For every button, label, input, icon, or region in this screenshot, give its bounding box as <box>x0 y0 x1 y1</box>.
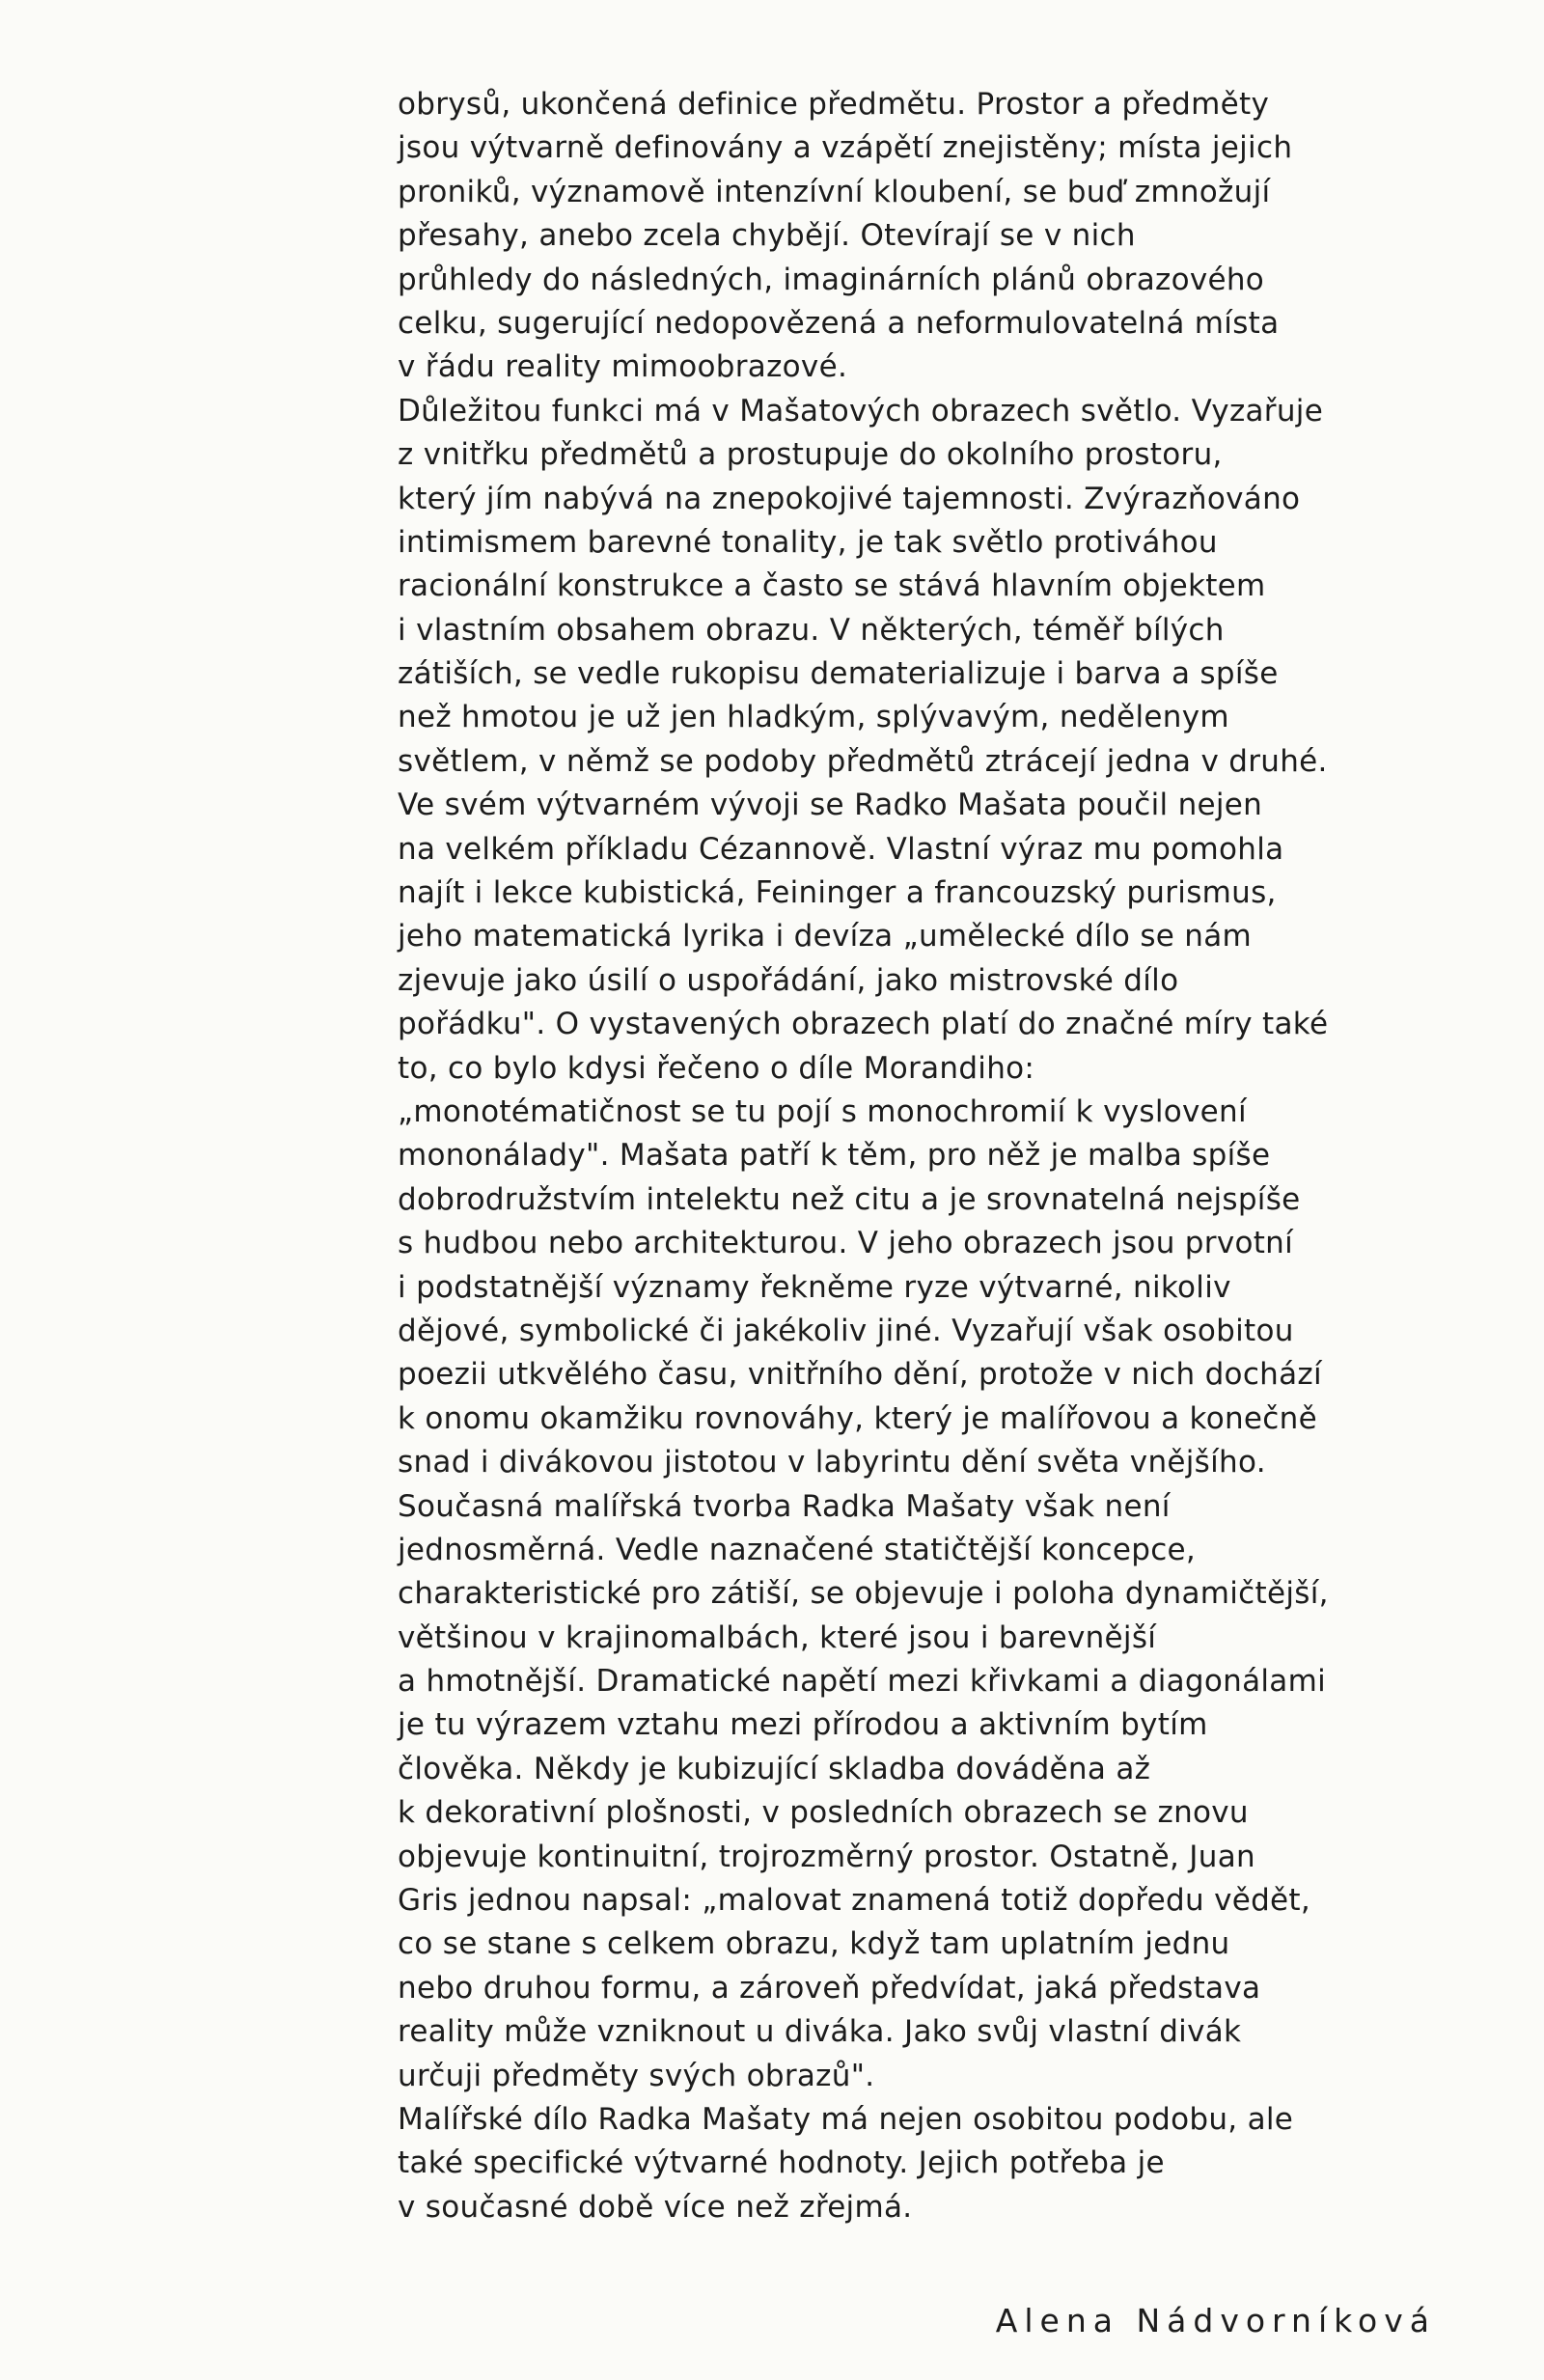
text-line: mononálady". Mašata patří k těm, pro něž je malba spíše <box>398 1138 1271 1174</box>
author-signature: Alena Nádvorníková <box>995 2302 1436 2339</box>
text-line: určuji předměty svých obrazů". <box>398 2058 875 2093</box>
text-line: proniků, významově intenzívní kloubení, se buď zmnožují <box>398 174 1271 209</box>
text-line: přesahy, anebo zcela chybějí. Otevírají se v nich <box>398 218 1136 254</box>
text-line: najít i lekce kubistická, Feininger a francouzský purismus, <box>398 875 1277 911</box>
text-line: Malířské dílo Radka Mašaty má nejen osobitou podobu, ale <box>398 2101 1294 2137</box>
text-line: na velkém příkladu Cézannově. Vlastní výraz mu pomohla <box>398 831 1284 867</box>
text-line: intimismem barevné tonality, je tak světlo protiváhou <box>398 524 1218 560</box>
text-line: je tu výrazem vztahu mezi přírodou a aktivním bytím <box>398 1707 1208 1743</box>
text-line: člověka. Někdy je kubizující skladba dováděna až <box>398 1751 1151 1786</box>
text-line: světlem, v němž se podoby předmětů ztrácejí jedna v druhé. <box>398 743 1328 779</box>
text-line: „monotématičnost se tu pojí s monochromií k vyslovení <box>398 1093 1247 1129</box>
text-line: poezii utkvělého času, vnitřního dění, protože v nich dochází <box>398 1357 1322 1393</box>
text-line: charakteristické pro zátiší, se objevuje i poloha dynamičtější, <box>398 1576 1329 1612</box>
text-line: celku, sugerující nedopovězená a neformulovatelná místa <box>398 305 1280 341</box>
text-line: z vnitřku předmětů a prostupuje do okolního prostoru, <box>398 437 1223 473</box>
text-line: dobrodružstvím intelektu než citu a je srovnatelná nejspíše <box>398 1181 1301 1217</box>
text-line: zátiších, se vedle rukopisu dematerializuje i barva a spíše <box>398 656 1279 692</box>
text-line: a hmotnější. Dramatické napětí mezi křivkami a diagonálami <box>398 1664 1327 1700</box>
text-line: v současné době více než zřejmá. <box>398 2189 913 2225</box>
text-line: průhledy do následných, imaginárních plánů obrazového <box>398 262 1265 297</box>
text-line: nebo druhou formu, a zároveň předvídat, jaká představa <box>398 1970 1261 2006</box>
text-line: i vlastním obsahem obrazu. V některých, téměř bílých <box>398 612 1225 648</box>
text-line: jeho matematická lyrika i devíza „umělecké dílo se nám <box>398 919 1253 955</box>
text-line: Současná malířská tvorba Radka Mašaty však není <box>398 1488 1171 1524</box>
text-line: k onomu okamžiku rovnováhy, který je malířovou a konečně <box>398 1400 1317 1436</box>
text-line: také specifické výtvarné hodnoty. Jejich potřeba je <box>398 2145 1165 2181</box>
text-line: co se stane s celkem obrazu, když tam uplatním jednu <box>398 1926 1230 1962</box>
text-line: než hmotou je už jen hladkým, splývavým, nedělenym <box>398 700 1229 735</box>
text-line: zjevuje jako úsilí o uspořádání, jako mistrovské dílo <box>398 962 1179 998</box>
text-line: to, co bylo kdysi řečeno o díle Morandiho: <box>398 1050 1035 1086</box>
text-line: Důležitou funkci má v Mašatových obrazech světlo. Vyzařuje <box>398 393 1324 429</box>
text-line: Ve svém výtvarném vývoji se Radko Mašata poučil nejen <box>398 788 1263 823</box>
text-line: s hudbou nebo architekturou. V jeho obrazech jsou prvotní <box>398 1226 1294 1261</box>
text-line: objevuje kontinuitní, trojrozměrný prostor. Ostatně, Juan <box>398 1839 1255 1874</box>
text-line: reality může vzniknout u diváka. Jako svůj vlastní divák <box>398 2014 1242 2050</box>
text-line: většinou v krajinomalbách, které jsou i barevnější <box>398 1619 1157 1655</box>
article-body <box>398 83 1449 2229</box>
text-line: který jím nabývá na znepokojivé tajemnosti. Zvýrazňováno <box>398 481 1301 516</box>
text-line: jsou výtvarně definovány a vzápětí znejistěny; místa jejich <box>398 130 1293 166</box>
text-line: Gris jednou napsal: „malovat znamená totiž dopředu vědět, <box>398 1883 1311 1919</box>
text-line: snad i divákovou jistotou v labyrintu dění světa vnějšího. <box>398 1445 1266 1481</box>
text-line: i podstatnější významy řekněme ryze výtvarné, nikoliv <box>398 1269 1231 1305</box>
text-line: jednosměrná. Vedle naznačené statičtější koncepce, <box>398 1532 1197 1567</box>
text-line: dějové, symbolické či jakékoliv jiné. Vyzařují však osobitou <box>398 1313 1294 1348</box>
text-line: obrysů, ukončená definice předmětu. Prostor a předměty <box>398 87 1270 122</box>
text-line: racionální konstrukce a často se stává hlavním objektem <box>398 568 1266 604</box>
text-line: pořádku". O vystavených obrazech platí do značné míry také <box>398 1007 1329 1042</box>
text-line: v řádu reality mimoobrazové. <box>398 349 848 385</box>
text-line: k dekorativní plošnosti, v posledních obrazech se znovu <box>398 1795 1249 1831</box>
